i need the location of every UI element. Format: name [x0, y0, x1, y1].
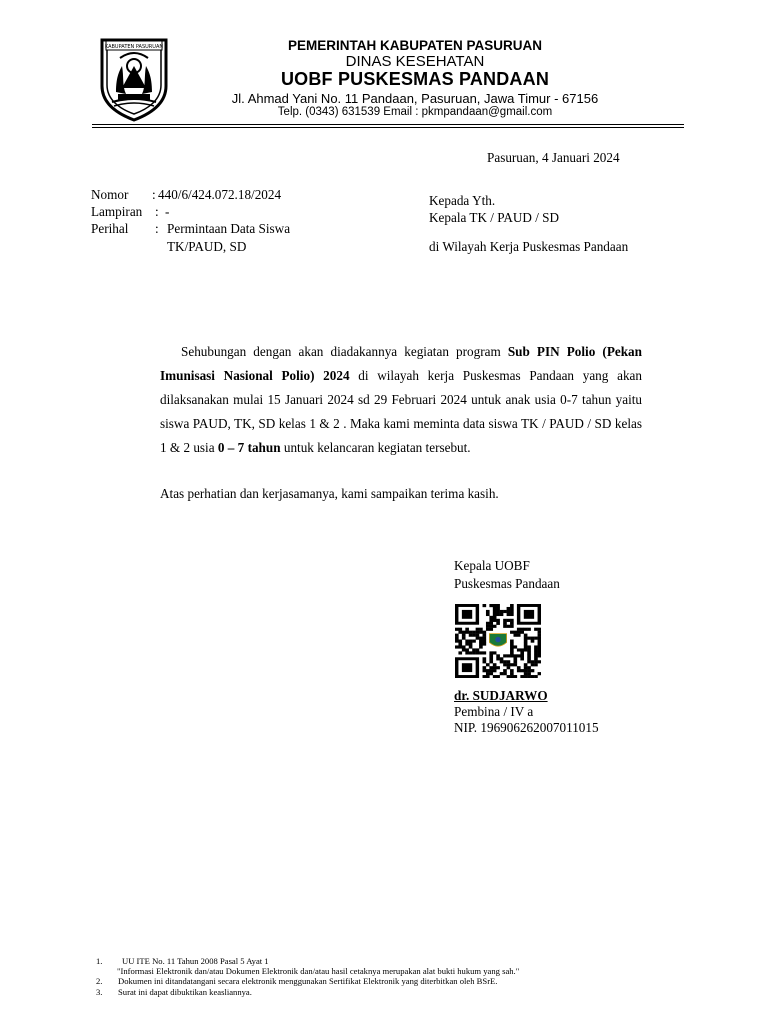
body-paragraph — [160, 340, 642, 460]
nomor-label: Nomor — [91, 187, 129, 202]
letterhead-contact: Telp. (0343) 631539 Email : pkmpandaan@gmail.com — [277, 106, 553, 118]
lampiran-value: - — [165, 204, 170, 219]
nomor-value: 440/6/424.072.18/2024 — [158, 187, 282, 202]
signatory-name: dr. SUDJARWO — [454, 688, 548, 703]
perihal-value-line2: TK/PAUD, SD — [167, 239, 247, 254]
footnote-number: 3. — [96, 987, 103, 997]
program-name: Sub PIN Polio (Pekan Imunisasi Nasional Polio) 2024 — [160, 344, 642, 383]
signatory-title: Kepala UOBF — [454, 558, 530, 573]
footnote-1-quote: "Informasi Elektronik dan/atau Dokumen Elektronik dan/atau hasil cetaknya merupakan alat bukti hukum yang sah." — [117, 966, 520, 976]
footnote-text: UU ITE No. 11 Tahun 2008 Pasal 5 Ayat 1 — [122, 956, 269, 966]
lampiran-colon: : — [155, 204, 159, 219]
body-text-1: Sehubungan dengan akan diadakannya kegiatan program — [181, 344, 508, 359]
qr-code-icon — [455, 604, 541, 678]
signatory-office: Puskesmas Pandaan — [454, 576, 560, 591]
footnote-text: Surat ini dapat dibuktikan keasliannya. — [118, 987, 252, 997]
footnote-number: 2. — [96, 976, 103, 986]
closing-sentence: Atas perhatian dan kerjasamanya, kami sampaikan terima kasih. — [160, 486, 499, 501]
recipient-salutation: Kepada Yth. — [429, 193, 496, 208]
letterhead-government: PEMERINTAH KABUPATEN PASURUAN — [287, 38, 542, 53]
footnote-text: Dokumen ini ditandatangani secara elektronik menggunakan Sertifikat Elektronik yang diterbitkan oleh BSrE. — [118, 976, 498, 986]
footnote-number: 1. — [96, 956, 103, 966]
signatory-nip: NIP. 196906262007011015 — [454, 720, 599, 735]
letter-body — [160, 340, 642, 460]
age-range: 0 – 7 tahun — [217, 440, 281, 455]
body-text-2: di wilayah kerja Puskesmas Pandaan yang akan dilaksanakan mulai 15 Januari 2024 sd 29 Februari 2024 untuk anak usia 0-7 tahun yaitu siswa PAUD, TK, SD kelas 1 & 2 . Maka kami meminta data siswa TK / PAUD / SD kelas 1 & 2 usia — [160, 368, 642, 455]
recipient-location: di Wilayah Kerja Puskesmas Pandaan — [429, 239, 629, 254]
recipient-name: Kepala TK / PAUD / SD — [429, 210, 560, 225]
regency-emblem-icon — [96, 36, 172, 122]
letterhead-department: DINAS KESEHATAN — [345, 53, 485, 70]
svg-text:KABUPATEN PASURUAN: KABUPATEN PASURUAN — [104, 44, 164, 50]
lampiran-label: Lampiran — [91, 204, 143, 219]
perihal-label: Perihal — [91, 221, 129, 236]
nomor-colon: : — [152, 187, 156, 202]
letterhead-address: Jl. Ahmad Yani No. 11 Pandaan, Pasuruan, Jawa Timur - 67156 — [231, 91, 599, 106]
perihal-value: Permintaan Data Siswa — [167, 221, 291, 236]
signatory-rank: Pembina / IV a — [454, 704, 534, 719]
letterhead-institution: UOBF PUSKESMAS PANDAAN — [280, 69, 550, 89]
body-text-3: untuk kelancaran kegiatan tersebut. — [280, 440, 471, 455]
letter-date: Pasuruan, 4 Januari 2024 — [487, 150, 620, 165]
letterhead-rule-thin — [92, 127, 684, 128]
perihal-colon: : — [155, 221, 159, 236]
letterhead-rule-thick — [92, 124, 684, 125]
